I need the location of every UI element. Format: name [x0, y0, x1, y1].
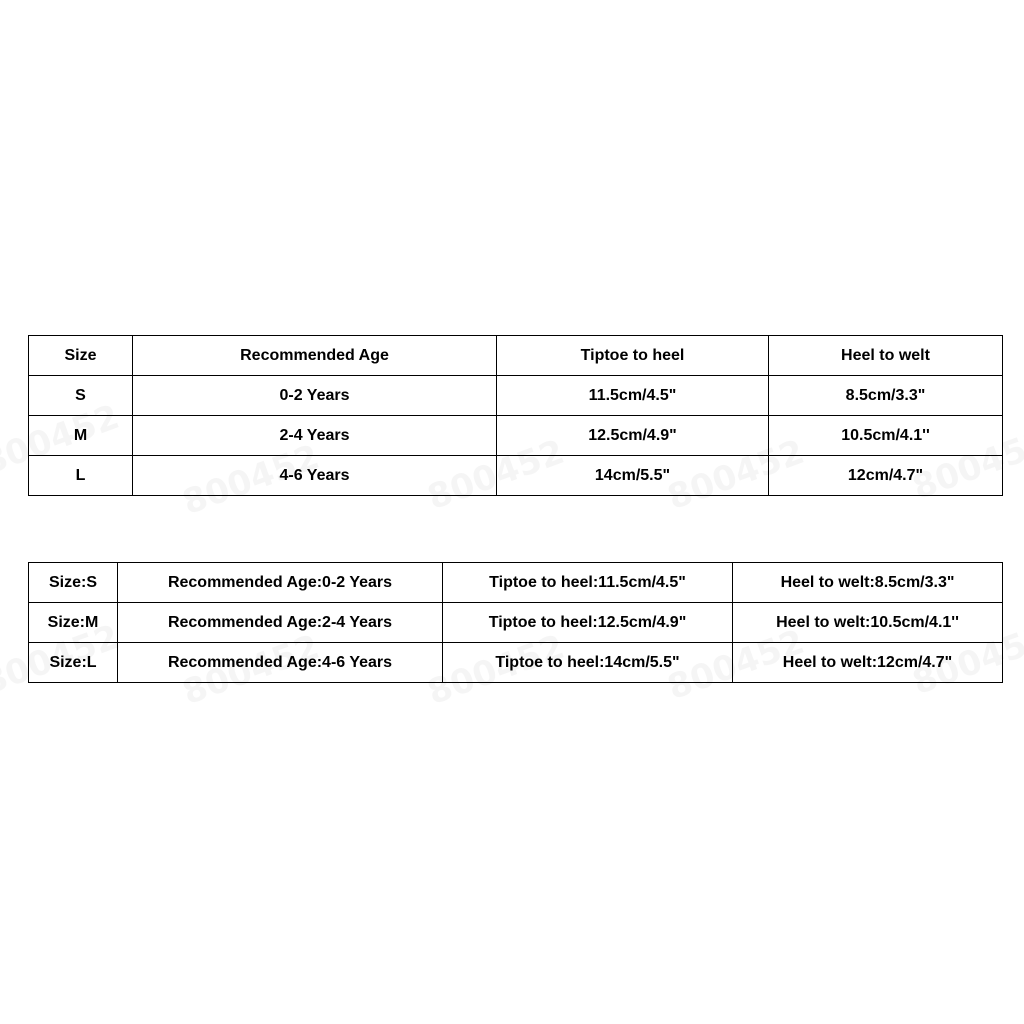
table-cell: 11.5cm/4.5" — [497, 376, 769, 416]
table-row — [29, 416, 1003, 456]
table-cell: Tiptoe to heel:12.5cm/4.9" — [443, 603, 733, 643]
table-cell: Tiptoe to heel:11.5cm/4.5" — [443, 563, 733, 603]
size-chart-table — [28, 335, 1003, 496]
table-cell: S — [29, 376, 133, 416]
table-cell: Size:L — [29, 643, 118, 683]
table-cell: M — [29, 416, 133, 456]
table-cell: Heel to welt:10.5cm/4.1'' — [733, 603, 1003, 643]
table-cell: Tiptoe to heel:14cm/5.5" — [443, 643, 733, 683]
table-cell: L — [29, 456, 133, 496]
table-cell: 0-2 Years — [133, 376, 497, 416]
size-chart-table-labeled — [28, 562, 1003, 683]
table-cell: Recommended Age:0-2 Years — [118, 563, 443, 603]
table-cell: Recommended Age:2-4 Years — [118, 603, 443, 643]
table-cell: Recommended Age:4-6 Years — [118, 643, 443, 683]
table-cell: Size:M — [29, 603, 118, 643]
table-row — [29, 563, 1003, 603]
table-cell: Heel to welt:8.5cm/3.3" — [733, 563, 1003, 603]
table-cell: 2-4 Years — [133, 416, 497, 456]
table-row — [29, 456, 1003, 496]
table-cell: 10.5cm/4.1'' — [769, 416, 1003, 456]
table-cell: Heel to welt:12cm/4.7" — [733, 643, 1003, 683]
header-cell-tiptoe-to-heel: Tiptoe to heel — [497, 336, 769, 376]
table-row — [29, 643, 1003, 683]
table-cell: 4-6 Years — [133, 456, 497, 496]
table-header-row — [29, 336, 1003, 376]
table-cell: 8.5cm/3.3" — [769, 376, 1003, 416]
table-cell: 12.5cm/4.9" — [497, 416, 769, 456]
header-cell-size: Size — [29, 336, 133, 376]
table-cell: Size:S — [29, 563, 118, 603]
table-cell: 12cm/4.7" — [769, 456, 1003, 496]
table-cell: 14cm/5.5" — [497, 456, 769, 496]
table-row — [29, 376, 1003, 416]
header-cell-recommended-age: Recommended Age — [133, 336, 497, 376]
header-cell-heel-to-welt: Heel to welt — [769, 336, 1003, 376]
table-row — [29, 603, 1003, 643]
